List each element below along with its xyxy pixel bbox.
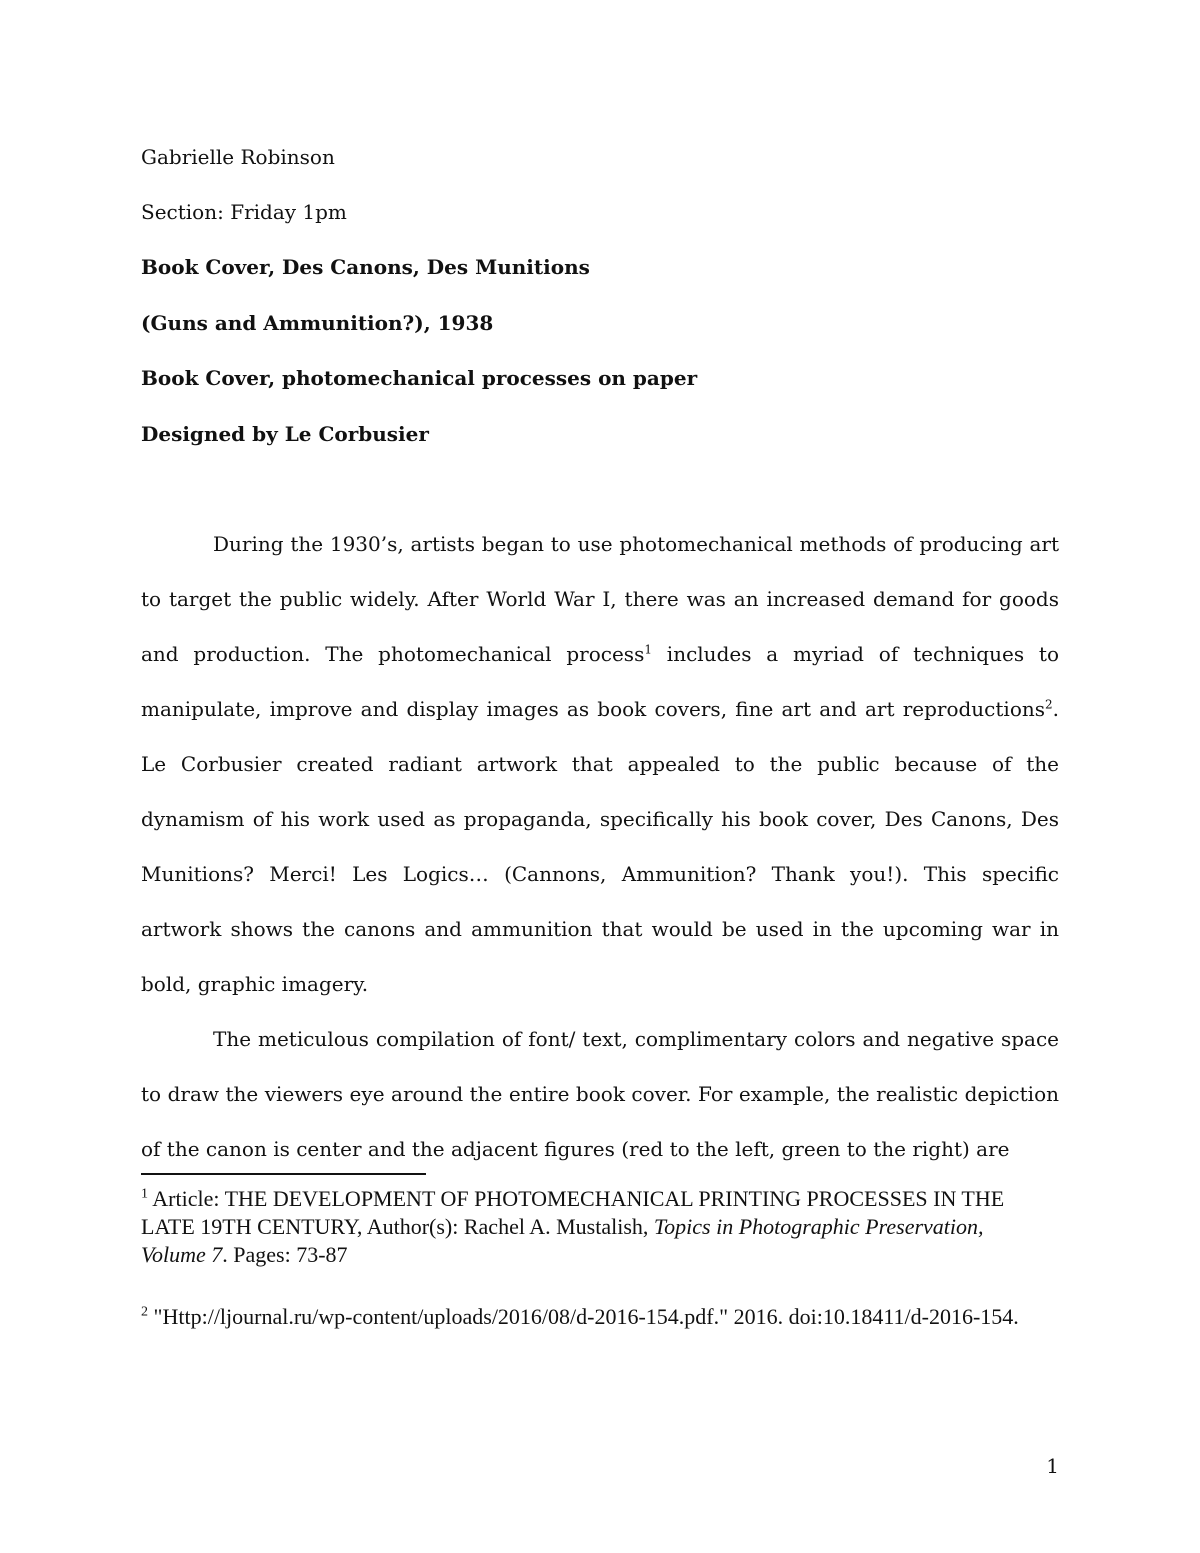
artwork-title-line2: (Guns and Ammunition?), 1938 bbox=[141, 311, 494, 335]
paragraph-1 bbox=[141, 517, 1059, 1012]
paragraph-1-part-c: . Le Corbusier created radiant artwork that appealed to the public because of the dynamism of his work used as propaganda, specifically his book cover, Des Canons, Des Munitions? Merci! Les Logics… (Cannons, Ammunition? Thank you!). This specific artwork shows the canons and ammunition that would be used in the upcoming war in bold, graphic imagery. bbox=[141, 697, 1059, 996]
footnote-1 bbox=[141, 1185, 1041, 1269]
footnote-ref-2[interactable]: 2 bbox=[1045, 697, 1053, 712]
author-name: Gabrielle Robinson bbox=[141, 145, 335, 169]
footnote-1-number: 1 bbox=[141, 1186, 148, 1202]
essay-body bbox=[141, 517, 1059, 1177]
footnote-2 bbox=[141, 1303, 1041, 1331]
artwork-designer: Designed by Le Corbusier bbox=[141, 422, 429, 446]
section-line: Section: Friday 1pm bbox=[141, 200, 347, 224]
artwork-title-line1: Book Cover, Des Canons, Des Munitions bbox=[141, 255, 590, 279]
footnote-1-text-b: . Pages: 73-87 bbox=[222, 1242, 348, 1267]
page-number: 1 bbox=[1046, 1454, 1059, 1478]
paragraph-1-part-b: includes a myriad of techniques to manipulate, improve and display images as book covers, fine art and art reproductions bbox=[141, 642, 1059, 721]
footnote-1-journal: Topics in Photographic Preservation, Volume 7 bbox=[141, 1214, 984, 1267]
footnote-2-text[interactable]: "Http://ljournal.ru/wp-content/uploads/2016/08/d-2016-154.pdf." 2016. doi:10.18411/d-2016-154. bbox=[148, 1304, 1019, 1329]
footnote-2-number: 2 bbox=[141, 1304, 148, 1320]
artwork-medium: Book Cover, photomechanical processes on paper bbox=[141, 366, 698, 390]
paragraph-1-part-a: During the 1930’s, artists began to use photomechanical methods of producing art to target the public widely. After World War I, there was an increased demand for goods and production. The photomechanical process bbox=[141, 532, 1059, 666]
paragraph-2: The meticulous compilation of font/ text, complimentary colors and negative space to draw the viewers eye around the entire book cover. For example, the realistic depiction of the canon is center and the adjacent figures (red to the left, green to the right) are bbox=[141, 1027, 1059, 1161]
footnote-1-text-a: Article: THE DEVELOPMENT OF PHOTOMECHANICAL PRINTING PROCESSES IN THE LATE 19TH CENTURY, Author(s): Rachel A. Mustalish, bbox=[141, 1186, 1005, 1239]
footnote-ref-1[interactable]: 1 bbox=[644, 642, 652, 657]
footnote-separator bbox=[141, 1173, 426, 1175]
